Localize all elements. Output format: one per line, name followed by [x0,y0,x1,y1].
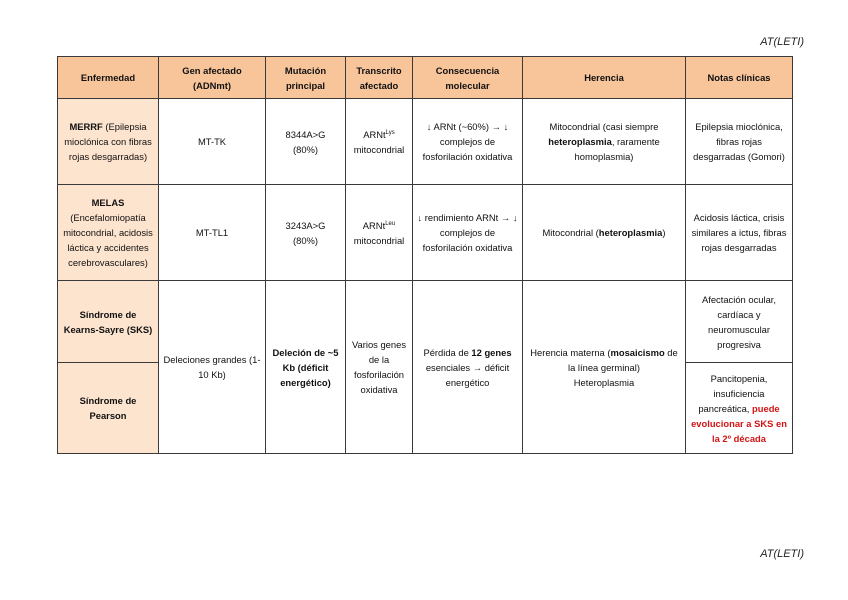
merrf-transcript: ARNt [363,128,386,140]
shared-inheritance-rest: de la línea germinal) [568,346,678,373]
melas-disease-cell [58,185,159,281]
pearson-notes-red: puede evolucionar a SKS en la 2º década [691,402,787,444]
merrf-disease-cell [58,99,159,185]
melas-transcript-sup: Leu [385,220,396,227]
pearson-notes-cell [686,363,793,454]
table-row [58,185,793,281]
melas-inheritance-rest: ) [662,227,666,238]
melas-inheritance-cell [523,185,686,281]
merrf-inheritance-bold: heteroplasmia [548,136,612,147]
col-consequence: Consecuencia molecular [413,57,523,99]
melas-gene: MT-TL1 [159,185,266,281]
merrf-gene: MT-TK [159,99,266,185]
merrf-mutation: 8344A>G [285,128,326,140]
shared-transcript: Varios genes de la fosforilación oxidativa [346,281,413,454]
col-inheritance: Herencia [523,57,686,99]
merrf-inheritance-rest: , raramente homoplasmia) [574,136,660,162]
merrf-mutation-cell [266,99,346,185]
shared-consequence: Pérdida de [423,346,472,358]
sks-name: Síndrome de Kearns-Sayre (SKS) [63,308,153,335]
merrf-notes: Epilepsia mioclónica, fibras rojas desgarradas (Gomori) [686,99,793,185]
merrf-inheritance: Mitocondrial (casi siempre [549,121,659,132]
shared-inheritance-cell [523,281,686,454]
melas-notes: Acidosis láctica, crisis similares a ictus, fibras rojas desgarradas [686,185,793,281]
merrf-description: (Epilepsia mioclónica con fibras rojas desgarradas) [64,121,152,162]
melas-mutation-pct: (80%) [292,234,318,246]
col-gene: Gen afectado (ADNmt) [159,57,266,99]
melas-description: (Encefalomiopatía mitocondrial, acidosis láctica y accidentes cerebrovasculares) [63,212,153,268]
col-transcript: Transcrito afectado [346,57,413,99]
header-label: AT(LETI) [760,36,804,48]
merrf-inheritance-cell [523,99,686,185]
melas-consequence: ↓ rendimiento ARNt → ↓ complejos de fosforilación oxidativa [413,185,523,281]
sks-notes: Afectación ocular, cardíaca y neuromuscular progresiva [686,281,793,363]
shared-consequence-rest: esenciales → déficit energético [425,361,510,388]
pearson-name: Síndrome de Pearson [79,395,137,421]
merrf-consequence: ↓ ARNt (~60%) → ↓ complejos de fosforilación oxidativa [413,99,523,185]
melas-mutation: 3243A>G [285,219,326,231]
shared-gene: Deleciones grandes (1-10 Kb) [159,281,266,454]
melas-inheritance: Mitocondrial ( [542,227,599,238]
shared-inheritance: Herencia materna ( [530,346,611,358]
melas-inheritance-bold: heteroplasmia [598,227,663,238]
sks-disease-cell [58,281,159,363]
table-row [58,281,793,363]
merrf-transcript-cell [346,99,413,185]
melas-name: MELAS [91,197,125,208]
col-mutation: Mutación principal [266,57,346,99]
table-row [58,99,793,185]
merrf-transcript-sup: Lys [385,129,395,136]
shared-consequence-bold: 12 genes [471,346,512,358]
table-header-row [58,57,793,99]
footer-label: AT(LETI) [760,548,804,560]
melas-transcript: ARNt [362,219,386,231]
merrf-name: MERRF [69,121,103,132]
pearson-disease-cell [58,363,159,454]
shared-mutation: Deleción de ~5 Kb (déficit energético) [272,346,339,388]
merrf-mutation-pct: (80%) [292,143,318,155]
shared-consequence-cell [413,281,523,454]
shared-inheritance-bold: mosaicismo [610,346,665,358]
shared-mutation-cell [266,281,346,454]
shared-heteroplasmy: Heteroplasmia [573,376,635,388]
merrf-transcript-rest: mitocondrial [353,143,405,155]
melas-transcript-rest: mitocondrial [353,234,405,246]
pearson-notes: Pancitopenia, insuficiencia pancreática, [698,372,768,414]
col-disease: Enfermedad [58,57,159,99]
disease-table [57,56,793,454]
melas-transcript-cell [346,185,413,281]
melas-mutation-cell [266,185,346,281]
col-notes: Notas clínicas [686,57,793,99]
